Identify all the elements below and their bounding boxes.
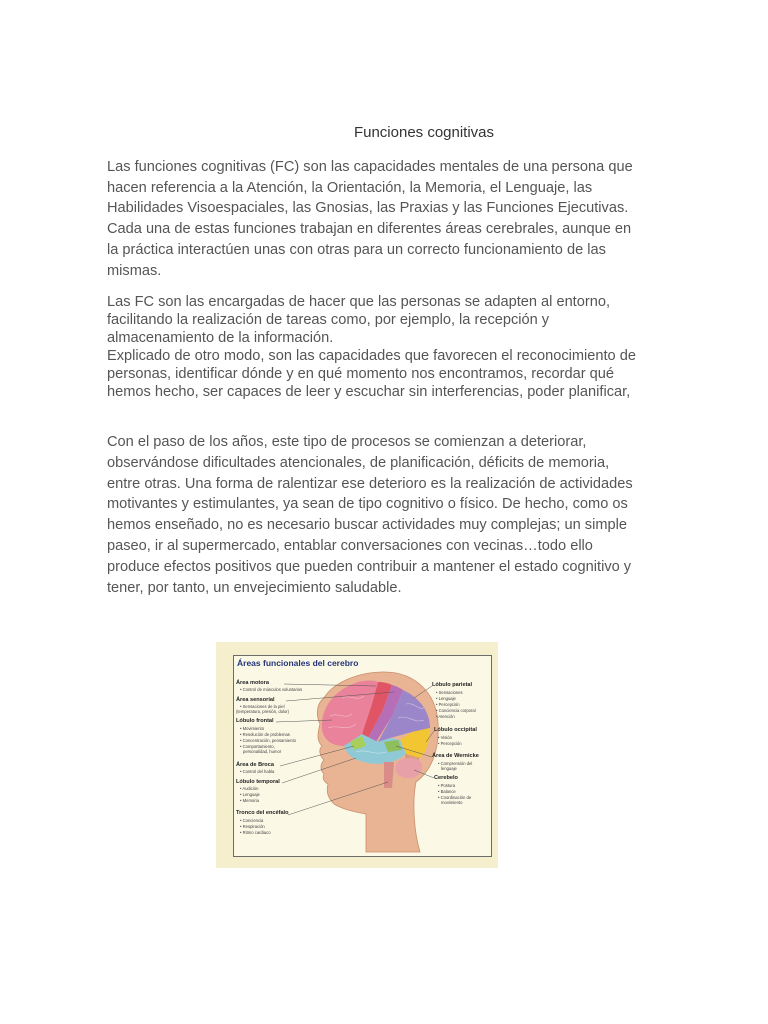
bullet-text: • Movimiento	[240, 726, 265, 731]
bullet-text: (temperatura, presión, dolor)	[236, 709, 290, 714]
bullet-text: • Atención	[436, 714, 455, 719]
bullet-text: • Percepción	[436, 702, 460, 707]
label-cerebellum: Cerebelo	[434, 775, 458, 781]
paragraph-line: personas, identificar dónde y en qué momento nos encontramos, recordar qué	[107, 366, 615, 382]
bullet-text: • Control del habla	[240, 769, 275, 774]
paragraph-1	[107, 157, 657, 281]
bullet-text: • Lenguaje	[436, 696, 456, 701]
paragraph-line: Explicado de otro modo, son las capacidades que favorecen el reconocimiento de	[107, 348, 636, 364]
label-occipital-lobe: Lóbulo occipital	[434, 727, 477, 733]
paragraph-line: observándose dificultades atencionales, de planificación, déficits de memoria,	[107, 454, 610, 471]
bullet-text: • Coordinación de	[438, 795, 472, 800]
label-frontal-lobe: Lóbulo frontal	[236, 718, 274, 724]
brain-areas-figure	[216, 642, 498, 868]
figure-title: Áreas funcionales del cerebro	[237, 658, 359, 668]
page-title: Funciones cognitivas	[353, 124, 495, 141]
label-wernicke-area: Área de Wernicke	[432, 753, 479, 759]
paragraph-line: Las FC son las encargadas de hacer que las personas se adapten al entorno,	[107, 294, 610, 310]
paragraph-2	[107, 293, 657, 401]
paragraph-line: hemos enseñado, no es necesario buscar actividades muy complejas; un simple	[107, 517, 627, 534]
bullet-text: • Postura	[438, 783, 456, 788]
paragraph-line: produce efectos positivos que pueden contribuir a mantener el estado cognitivo y	[107, 558, 632, 575]
bullet-text: lenguaje	[441, 766, 457, 771]
label-broca-area: Área de Broca	[236, 762, 274, 768]
bullet-text: • Respiración	[240, 824, 265, 829]
bullet-text: movimiento	[441, 800, 463, 805]
paragraph-line: Habilidades Visoespaciales, las Gnosias, las Praxias y las Funciones Ejecutivas.	[107, 200, 629, 217]
paragraph-line: Cada una de estas funciones trabajan en diferentes áreas cerebrales, aunque en	[107, 221, 632, 238]
paragraph-line: la práctica interactúen unas con otras para un correcto funcionamiento de las	[107, 241, 606, 258]
bullet-text: • Balance	[438, 789, 456, 794]
label-brainstem: Tronco del encéfalo	[236, 810, 289, 816]
bullet-text: • Control de músculos voluntarios	[240, 687, 303, 692]
paragraph-line: hacen referencia a la Atención, la Orientación, la Memoria, el Lenguaje, las	[107, 179, 593, 196]
label-parietal-lobe: Lóbulo parietal	[432, 682, 473, 688]
bullet-text: • Comprensión del	[438, 761, 473, 766]
paragraph-line: Las funciones cognitivas (FC) son las capacidades mentales de una persona que	[107, 159, 633, 175]
paragraph-line: facilitando la realización de tareas como, por ejemplo, la recepción y	[107, 312, 550, 328]
bullet-text: • Percepción	[438, 741, 462, 746]
bullet-text: • Ritmo cardiaco	[240, 830, 271, 835]
bullet-text: • Visión	[438, 735, 452, 740]
paragraph-line: entre otras. Una forma de ralentizar ese deterioro es la realización de actividades	[107, 475, 633, 492]
label-motor-area: Área motora	[236, 680, 269, 686]
label-sensory-area: Área sensorial	[236, 697, 275, 703]
bullet-text: • Memoria	[240, 798, 259, 803]
bullet-text: • Sensaciones de la piel	[240, 704, 285, 709]
bullet-text: personalidad, humor	[243, 749, 282, 754]
bullet-text: • Conciencia	[240, 818, 264, 823]
bullet-text: • Audición	[240, 786, 259, 791]
paragraph-line: almacenamiento de la información.	[107, 330, 334, 346]
paragraph-line: mismas.	[107, 262, 162, 279]
bullet-text: • Concentración, pensamiento	[240, 738, 296, 743]
paragraph-line: paseo, ir al supermercado, entablar conversaciones con vecinas…todo ello	[107, 537, 593, 554]
paragraph-line: motivantes y estimulantes, ya sean de tipo cognitivo o físico. De hecho, como os	[107, 496, 628, 513]
paragraph-line: hemos hecho, ser capaces de leer y escuchar sin interferencias, poder planificar,	[107, 384, 631, 400]
label-temporal-lobe: Lóbulo temporal	[236, 779, 280, 785]
paragraph-line: tener, por tanto, un envejecimiento saludable.	[107, 579, 402, 596]
bullet-text: • Conciencia corporal	[436, 708, 476, 713]
bullet-text: • Sensaciones	[436, 690, 463, 695]
bullet-text: • Lenguaje	[240, 792, 260, 797]
paragraph-3	[107, 432, 657, 598]
bullet-text: • Resolución de problemas	[240, 732, 290, 737]
bullet-text: • Comportamiento,	[240, 744, 275, 749]
paragraph-line: Con el paso de los años, este tipo de procesos se comienzan a deteriorar,	[107, 434, 587, 450]
